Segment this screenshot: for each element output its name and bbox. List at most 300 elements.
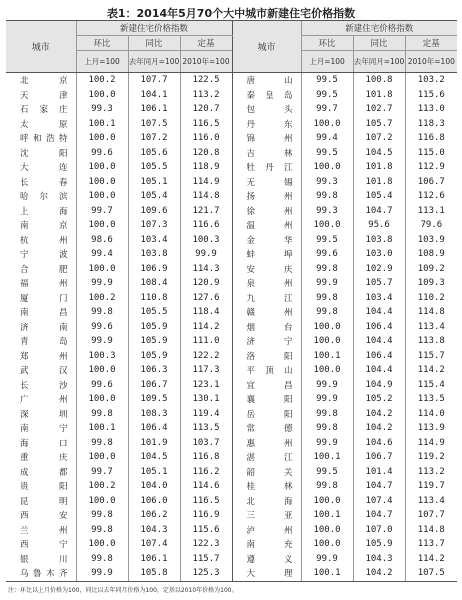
tongbi-left-cell: 106.7 bbox=[128, 378, 180, 393]
tongbi-right-cell: 105.7 bbox=[353, 117, 405, 132]
huanbi-header-right: 环比 bbox=[301, 36, 353, 51]
huanbi-left-cell: 100.1 bbox=[76, 421, 128, 436]
huanbi-right-cell: 100.0 bbox=[301, 494, 353, 509]
table-row bbox=[6, 117, 457, 132]
city-right-cell: 泸州 bbox=[232, 523, 301, 538]
tongbi-left-cell: 107.5 bbox=[128, 117, 180, 132]
dingji-right-cell: 115.4 bbox=[405, 378, 457, 393]
huanbi-left-cell: 99.7 bbox=[76, 465, 128, 480]
dingji-right-cell: 114.9 bbox=[405, 436, 457, 451]
huanbi-right-cell: 99.3 bbox=[301, 204, 353, 219]
dingji-left-cell: 114.3 bbox=[180, 262, 232, 277]
tongbi-right-cell: 106.4 bbox=[353, 349, 405, 364]
city-left-cell: 大连 bbox=[20, 163, 68, 174]
tongbi-right-cell: 103.8 bbox=[353, 233, 405, 248]
tongbi-left-cell: 105.5 bbox=[128, 305, 180, 320]
city-left-cell: 海口 bbox=[20, 438, 68, 449]
dingji-right-cell: 119.7 bbox=[405, 479, 457, 494]
city-left-cell: 青岛 bbox=[20, 337, 68, 348]
dingji-left-cell: 116.6 bbox=[180, 218, 232, 233]
tongbi-left-cell: 108.3 bbox=[128, 407, 180, 422]
dingji-header-left: 定基 bbox=[180, 36, 232, 51]
city-right-cell: 扬州 bbox=[232, 189, 301, 204]
dingji-left-cell: 117.3 bbox=[180, 363, 232, 378]
dingji-base-left: 2010年=100 bbox=[180, 51, 232, 73]
huanbi-left-cell: 99.7 bbox=[76, 204, 128, 219]
tongbi-left-cell: 103.8 bbox=[128, 247, 180, 262]
dingji-right-cell: 109.3 bbox=[405, 276, 457, 291]
table-row bbox=[6, 102, 457, 117]
city-right-cell: 牡丹江 bbox=[232, 160, 301, 175]
table-row bbox=[6, 378, 457, 393]
table-row bbox=[6, 175, 457, 190]
city-right-cell: 吉林 bbox=[232, 146, 301, 161]
tongbi-left-cell: 106.1 bbox=[128, 102, 180, 117]
huanbi-left-cell: 100.0 bbox=[76, 494, 128, 509]
footnote: 注：环比以上月价格为100，同比以去年同月价格为100，定基以2010年价格为100。 bbox=[8, 587, 238, 594]
huanbi-right-cell: 99.6 bbox=[301, 247, 353, 262]
tongbi-header-left: 同比 bbox=[128, 36, 180, 51]
tongbi-header-right: 同比 bbox=[353, 36, 405, 51]
city-right-cell: 丹东 bbox=[232, 117, 301, 132]
table-row bbox=[6, 305, 457, 320]
city-left-cell: 武汉 bbox=[20, 366, 68, 377]
tongbi-left-cell: 106.2 bbox=[128, 508, 180, 523]
table-title: 表1：2014年5月70个大中城市新建住宅价格指数 bbox=[106, 7, 356, 20]
huanbi-left-cell: 99.9 bbox=[76, 276, 128, 291]
tongbi-right-cell: 104.2 bbox=[353, 407, 405, 422]
tongbi-right-cell: 102.7 bbox=[353, 102, 405, 117]
dingji-left-cell: 116.8 bbox=[180, 450, 232, 465]
dingji-left-cell: 123.1 bbox=[180, 378, 232, 393]
dingji-left-cell: 100.3 bbox=[180, 233, 232, 248]
city-left-cell: 郑州 bbox=[20, 351, 68, 362]
city-right-cell: 徐州 bbox=[232, 204, 301, 219]
huanbi-left-cell: 99.9 bbox=[76, 334, 128, 349]
tongbi-right-cell: 101.8 bbox=[353, 160, 405, 175]
dingji-left-cell: 119.4 bbox=[180, 407, 232, 422]
dingji-right-cell: 107.7 bbox=[405, 508, 457, 523]
huanbi-right-cell: 99.9 bbox=[301, 436, 353, 451]
huanbi-left-cell: 99.8 bbox=[76, 436, 128, 451]
city-left-cell: 南宁 bbox=[20, 424, 68, 435]
huanbi-left-cell: 100.0 bbox=[76, 160, 128, 175]
tongbi-right-cell: 104.7 bbox=[353, 508, 405, 523]
tongbi-right-cell: 104.7 bbox=[353, 204, 405, 219]
huanbi-left-cell: 100.2 bbox=[76, 291, 128, 306]
tongbi-left-cell: 109.5 bbox=[128, 392, 180, 407]
tongbi-right-cell: 107.4 bbox=[353, 494, 405, 509]
city-right-cell: 秦皇岛 bbox=[232, 88, 301, 103]
huanbi-right-cell: 100.0 bbox=[301, 523, 353, 538]
table-row bbox=[6, 160, 457, 175]
huanbi-left-cell: 100.0 bbox=[76, 189, 128, 204]
index-group-header-right: 新建住宅价格指数 bbox=[301, 21, 457, 36]
table-row bbox=[6, 566, 457, 581]
city-left-cell: 北京 bbox=[20, 76, 68, 87]
tongbi-left-cell: 106.0 bbox=[128, 494, 180, 509]
huanbi-left-cell: 100.0 bbox=[76, 363, 128, 378]
tongbi-right-cell: 104.6 bbox=[353, 436, 405, 451]
city-left-cell: 广州 bbox=[20, 395, 68, 406]
dingji-left-cell: 130.1 bbox=[180, 392, 232, 407]
tongbi-left-cell: 107.4 bbox=[128, 537, 180, 552]
city-left-cell: 济南 bbox=[20, 322, 68, 333]
dingji-left-cell: 122.5 bbox=[180, 73, 232, 88]
dingji-base-right: 2010年=100 bbox=[405, 51, 457, 73]
city-right-cell: 金华 bbox=[232, 233, 301, 248]
dingji-right-cell: 115.7 bbox=[405, 349, 457, 364]
huanbi-left-cell: 100.2 bbox=[76, 73, 128, 88]
dingji-left-cell: 127.6 bbox=[180, 291, 232, 306]
huanbi-left-cell: 100.0 bbox=[76, 175, 128, 190]
table-row bbox=[6, 334, 457, 349]
huanbi-right-cell: 99.8 bbox=[301, 407, 353, 422]
city-right-cell: 安庆 bbox=[232, 262, 301, 277]
huanbi-header-left: 环比 bbox=[76, 36, 128, 51]
tongbi-right-cell: 104.4 bbox=[353, 305, 405, 320]
huanbi-right-cell: 99.9 bbox=[301, 276, 353, 291]
huanbi-left-cell: 99.9 bbox=[76, 566, 128, 581]
table-row bbox=[6, 218, 457, 233]
city-right-cell: 烟台 bbox=[232, 320, 301, 335]
index-group-header-left: 新建住宅价格指数 bbox=[76, 21, 232, 36]
table-row bbox=[6, 131, 457, 146]
dingji-right-cell: 113.4 bbox=[405, 494, 457, 509]
huanbi-left-cell: 99.8 bbox=[76, 523, 128, 538]
huanbi-right-cell: 99.5 bbox=[301, 146, 353, 161]
dingji-left-cell: 122.3 bbox=[180, 537, 232, 552]
dingji-left-cell: 120.9 bbox=[180, 276, 232, 291]
table-row bbox=[6, 189, 457, 204]
huanbi-base-right: 上月=100 bbox=[301, 51, 353, 73]
tongbi-left-cell: 106.9 bbox=[128, 262, 180, 277]
city-left-cell: 长春 bbox=[20, 177, 68, 188]
huanbi-right-cell: 99.8 bbox=[301, 262, 353, 277]
city-right-cell: 济宁 bbox=[232, 334, 301, 349]
dingji-left-cell: 99.9 bbox=[180, 247, 232, 262]
tongbi-left-cell: 107.2 bbox=[128, 131, 180, 146]
tongbi-right-cell: 101.4 bbox=[353, 465, 405, 480]
table-row bbox=[6, 523, 457, 538]
city-right-cell: 包头 bbox=[232, 102, 301, 117]
tongbi-left-cell: 104.3 bbox=[128, 523, 180, 538]
tongbi-left-cell: 105.6 bbox=[128, 146, 180, 161]
tongbi-right-cell: 107.0 bbox=[353, 523, 405, 538]
table-row bbox=[6, 508, 457, 523]
dingji-left-cell: 114.8 bbox=[180, 189, 232, 204]
city-left-cell: 太原 bbox=[20, 119, 68, 130]
city-right-cell: 桂林 bbox=[232, 479, 301, 494]
tongbi-left-cell: 109.6 bbox=[128, 204, 180, 219]
huanbi-right-cell: 99.3 bbox=[301, 175, 353, 190]
huanbi-left-cell: 100.0 bbox=[76, 537, 128, 552]
huanbi-right-cell: 99.5 bbox=[301, 73, 353, 88]
dingji-right-cell: 113.9 bbox=[405, 421, 457, 436]
tongbi-right-cell: 106.7 bbox=[353, 450, 405, 465]
dingji-right-cell: 107.5 bbox=[405, 566, 457, 581]
table-row bbox=[6, 537, 457, 552]
huanbi-right-cell: 100.0 bbox=[301, 160, 353, 175]
city-left-cell: 上海 bbox=[20, 206, 68, 217]
dingji-right-cell: 79.6 bbox=[405, 218, 457, 233]
huanbi-base-left: 上月=100 bbox=[76, 51, 128, 73]
tongbi-left-cell: 105.4 bbox=[128, 189, 180, 204]
tongbi-base-right: 去年同月=100 bbox=[353, 51, 405, 73]
dingji-right-cell: 103.9 bbox=[405, 233, 457, 248]
city-right-cell: 唐山 bbox=[232, 73, 301, 88]
dingji-right-cell: 110.2 bbox=[405, 291, 457, 306]
huanbi-left-cell: 99.6 bbox=[76, 320, 128, 335]
city-left-cell: 合肥 bbox=[20, 264, 68, 275]
tongbi-left-cell: 105.9 bbox=[128, 320, 180, 335]
huanbi-left-cell: 99.8 bbox=[76, 508, 128, 523]
dingji-header-right: 定基 bbox=[405, 36, 457, 51]
city-right-cell: 遵义 bbox=[232, 552, 301, 567]
table-row bbox=[6, 262, 457, 277]
city-left-cell: 厦门 bbox=[20, 293, 68, 304]
huanbi-right-cell: 99.8 bbox=[301, 479, 353, 494]
huanbi-left-cell: 99.4 bbox=[76, 247, 128, 262]
huanbi-right-cell: 99.9 bbox=[301, 392, 353, 407]
table-row bbox=[6, 291, 457, 306]
city-left-cell: 兰州 bbox=[20, 525, 68, 536]
dingji-left-cell: 122.2 bbox=[180, 349, 232, 364]
huanbi-right-cell: 100.1 bbox=[301, 566, 353, 581]
huanbi-right-cell: 100.1 bbox=[301, 450, 353, 465]
table-row bbox=[6, 450, 457, 465]
table-row bbox=[6, 276, 457, 291]
tongbi-left-cell: 105.1 bbox=[128, 175, 180, 190]
huanbi-right-cell: 100.0 bbox=[301, 218, 353, 233]
tongbi-right-cell: 101.8 bbox=[353, 88, 405, 103]
tongbi-right-cell: 105.2 bbox=[353, 392, 405, 407]
dingji-right-cell: 113.8 bbox=[405, 334, 457, 349]
dingji-left-cell: 120.7 bbox=[180, 102, 232, 117]
tongbi-right-cell: 105.9 bbox=[353, 537, 405, 552]
city-left-cell: 成都 bbox=[20, 467, 68, 478]
dingji-right-cell: 113.7 bbox=[405, 537, 457, 552]
tongbi-left-cell: 106.4 bbox=[128, 421, 180, 436]
dingji-left-cell: 118.4 bbox=[180, 305, 232, 320]
huanbi-left-cell: 100.0 bbox=[76, 131, 128, 146]
huanbi-right-cell: 100.1 bbox=[301, 349, 353, 364]
tongbi-left-cell: 104.0 bbox=[128, 479, 180, 494]
tongbi-left-cell: 106.1 bbox=[128, 552, 180, 567]
dingji-left-cell: 116.9 bbox=[180, 508, 232, 523]
table-row bbox=[6, 363, 457, 378]
tongbi-right-cell: 104.9 bbox=[353, 378, 405, 393]
dingji-right-cell: 114.2 bbox=[405, 552, 457, 567]
city-left-cell: 深圳 bbox=[20, 409, 68, 420]
city-left-cell: 昆明 bbox=[20, 496, 68, 507]
dingji-left-cell: 118.9 bbox=[180, 160, 232, 175]
huanbi-right-cell: 99.5 bbox=[301, 88, 353, 103]
dingji-right-cell: 106.7 bbox=[405, 175, 457, 190]
city-left-cell: 杭州 bbox=[20, 235, 68, 246]
tongbi-left-cell: 105.5 bbox=[128, 160, 180, 175]
huanbi-left-cell: 100.1 bbox=[76, 117, 128, 132]
table-row bbox=[6, 88, 457, 103]
dingji-left-cell: 113.2 bbox=[180, 88, 232, 103]
tongbi-right-cell: 104.2 bbox=[353, 566, 405, 581]
city-right-cell: 襄阳 bbox=[232, 392, 301, 407]
tongbi-left-cell: 101.9 bbox=[128, 436, 180, 451]
huanbi-right-cell: 99.9 bbox=[301, 378, 353, 393]
city-header-right: 城市 bbox=[232, 21, 301, 73]
city-right-cell: 韶关 bbox=[232, 465, 301, 480]
tongbi-right-cell: 104.4 bbox=[353, 363, 405, 378]
tongbi-base-left: 去年同月=100 bbox=[128, 51, 180, 73]
tongbi-left-cell: 105.9 bbox=[128, 349, 180, 364]
dingji-right-cell: 115.6 bbox=[405, 88, 457, 103]
dingji-right-cell: 108.9 bbox=[405, 247, 457, 262]
table-row bbox=[6, 233, 457, 248]
city-left-cell: 西宁 bbox=[20, 540, 68, 551]
table-row bbox=[6, 465, 457, 480]
city-left-cell: 福州 bbox=[20, 279, 68, 290]
dingji-left-cell: 114.9 bbox=[180, 175, 232, 190]
dingji-right-cell: 109.2 bbox=[405, 262, 457, 277]
dingji-left-cell: 116.2 bbox=[180, 465, 232, 480]
huanbi-right-cell: 99.9 bbox=[301, 552, 353, 567]
table-row bbox=[6, 392, 457, 407]
city-right-cell: 赣州 bbox=[232, 305, 301, 320]
table-row bbox=[6, 146, 457, 161]
city-right-cell: 三亚 bbox=[232, 508, 301, 523]
dingji-left-cell: 103.7 bbox=[180, 436, 232, 451]
tongbi-left-cell: 103.4 bbox=[128, 233, 180, 248]
dingji-right-cell: 112.6 bbox=[405, 189, 457, 204]
table-row bbox=[6, 320, 457, 335]
dingji-right-cell: 119.2 bbox=[405, 450, 457, 465]
table-row bbox=[6, 479, 457, 494]
table-row bbox=[6, 421, 457, 436]
tongbi-right-cell: 101.8 bbox=[353, 175, 405, 190]
city-left-cell: 银川 bbox=[20, 554, 68, 565]
dingji-left-cell: 116.0 bbox=[180, 131, 232, 146]
huanbi-left-cell: 98.6 bbox=[76, 233, 128, 248]
table-row bbox=[6, 436, 457, 451]
huanbi-right-cell: 100.0 bbox=[301, 117, 353, 132]
dingji-right-cell: 118.3 bbox=[405, 117, 457, 132]
tongbi-right-cell: 106.4 bbox=[353, 320, 405, 335]
city-right-cell: 湛江 bbox=[232, 450, 301, 465]
city-right-cell: 洛阳 bbox=[232, 349, 301, 364]
city-left-cell: 天津 bbox=[20, 90, 68, 101]
dingji-left-cell: 125.3 bbox=[180, 566, 232, 581]
dingji-right-cell: 114.8 bbox=[405, 523, 457, 538]
huanbi-left-cell: 100.0 bbox=[76, 88, 128, 103]
tongbi-left-cell: 105.1 bbox=[128, 465, 180, 480]
tongbi-right-cell: 104.4 bbox=[353, 334, 405, 349]
city-right-cell: 北海 bbox=[232, 494, 301, 509]
huanbi-right-cell: 99.8 bbox=[301, 189, 353, 204]
dingji-left-cell: 120.8 bbox=[180, 146, 232, 161]
table-row bbox=[6, 407, 457, 422]
dingji-right-cell: 113.2 bbox=[405, 465, 457, 480]
huanbi-left-cell: 99.6 bbox=[76, 378, 128, 393]
dingji-right-cell: 115.0 bbox=[405, 146, 457, 161]
city-left-cell: 宁波 bbox=[20, 250, 68, 261]
city-right-cell: 平顶山 bbox=[232, 363, 301, 378]
huanbi-left-cell: 100.0 bbox=[76, 218, 128, 233]
dingji-left-cell: 121.7 bbox=[180, 204, 232, 219]
dingji-right-cell: 113.5 bbox=[405, 392, 457, 407]
city-left-cell: 呼和浩特 bbox=[20, 134, 68, 145]
table-row bbox=[6, 204, 457, 219]
huanbi-right-cell: 99.8 bbox=[301, 291, 353, 306]
city-right-cell: 南充 bbox=[232, 537, 301, 552]
city-left-cell: 南京 bbox=[20, 221, 68, 232]
city-left-cell: 重庆 bbox=[20, 453, 68, 464]
city-left-cell: 哈尔滨 bbox=[20, 192, 68, 203]
tongbi-left-cell: 105.8 bbox=[128, 566, 180, 581]
city-right-cell: 惠州 bbox=[232, 436, 301, 451]
dingji-right-cell: 116.8 bbox=[405, 131, 457, 146]
city-left-cell: 长沙 bbox=[20, 380, 68, 391]
tongbi-left-cell: 105.9 bbox=[128, 334, 180, 349]
huanbi-right-cell: 99.5 bbox=[301, 233, 353, 248]
city-right-cell: 岳阳 bbox=[232, 407, 301, 422]
city-left-cell: 贵阳 bbox=[20, 482, 68, 493]
huanbi-right-cell: 100.0 bbox=[301, 334, 353, 349]
huanbi-left-cell: 99.6 bbox=[76, 146, 128, 161]
tongbi-right-cell: 103.4 bbox=[353, 291, 405, 306]
city-right-cell: 温州 bbox=[232, 218, 301, 233]
dingji-left-cell: 114.2 bbox=[180, 320, 232, 335]
dingji-left-cell: 114.6 bbox=[180, 479, 232, 494]
dingji-right-cell: 113.4 bbox=[405, 320, 457, 335]
huanbi-left-cell: 99.8 bbox=[76, 305, 128, 320]
tongbi-left-cell: 106.3 bbox=[128, 363, 180, 378]
dingji-right-cell: 103.2 bbox=[405, 73, 457, 88]
tongbi-left-cell: 107.3 bbox=[128, 218, 180, 233]
tongbi-right-cell: 104.5 bbox=[353, 146, 405, 161]
city-right-cell: 蚌埠 bbox=[232, 247, 301, 262]
huanbi-left-cell: 100.2 bbox=[76, 479, 128, 494]
city-right-cell: 大理 bbox=[232, 566, 301, 581]
table-row bbox=[6, 349, 457, 364]
huanbi-left-cell: 99.3 bbox=[76, 102, 128, 117]
huanbi-left-cell: 100.0 bbox=[76, 262, 128, 277]
city-left-cell: 石家庄 bbox=[20, 105, 68, 116]
dingji-right-cell: 113.0 bbox=[405, 102, 457, 117]
city-right-cell: 泉州 bbox=[232, 276, 301, 291]
tongbi-right-cell: 104.3 bbox=[353, 552, 405, 567]
dingji-right-cell: 113.1 bbox=[405, 204, 457, 219]
huanbi-right-cell: 100.1 bbox=[301, 508, 353, 523]
price-index-table bbox=[6, 20, 457, 582]
tongbi-left-cell: 110.8 bbox=[128, 291, 180, 306]
dingji-left-cell: 116.5 bbox=[180, 494, 232, 509]
tongbi-right-cell: 95.6 bbox=[353, 218, 405, 233]
table-row bbox=[6, 73, 457, 88]
dingji-right-cell: 114.8 bbox=[405, 305, 457, 320]
city-right-cell: 宜昌 bbox=[232, 378, 301, 393]
dingji-right-cell: 114.0 bbox=[405, 407, 457, 422]
city-left-cell: 西安 bbox=[20, 511, 68, 522]
tongbi-right-cell: 100.8 bbox=[353, 73, 405, 88]
tongbi-left-cell: 104.5 bbox=[128, 450, 180, 465]
tongbi-right-cell: 102.9 bbox=[353, 262, 405, 277]
city-header-left: 城市 bbox=[6, 21, 76, 73]
tongbi-right-cell: 105.4 bbox=[353, 189, 405, 204]
city-right-cell: 锦州 bbox=[232, 131, 301, 146]
tongbi-left-cell: 104.1 bbox=[128, 88, 180, 103]
city-right-cell: 无锡 bbox=[232, 175, 301, 190]
dingji-left-cell: 116.5 bbox=[180, 117, 232, 132]
